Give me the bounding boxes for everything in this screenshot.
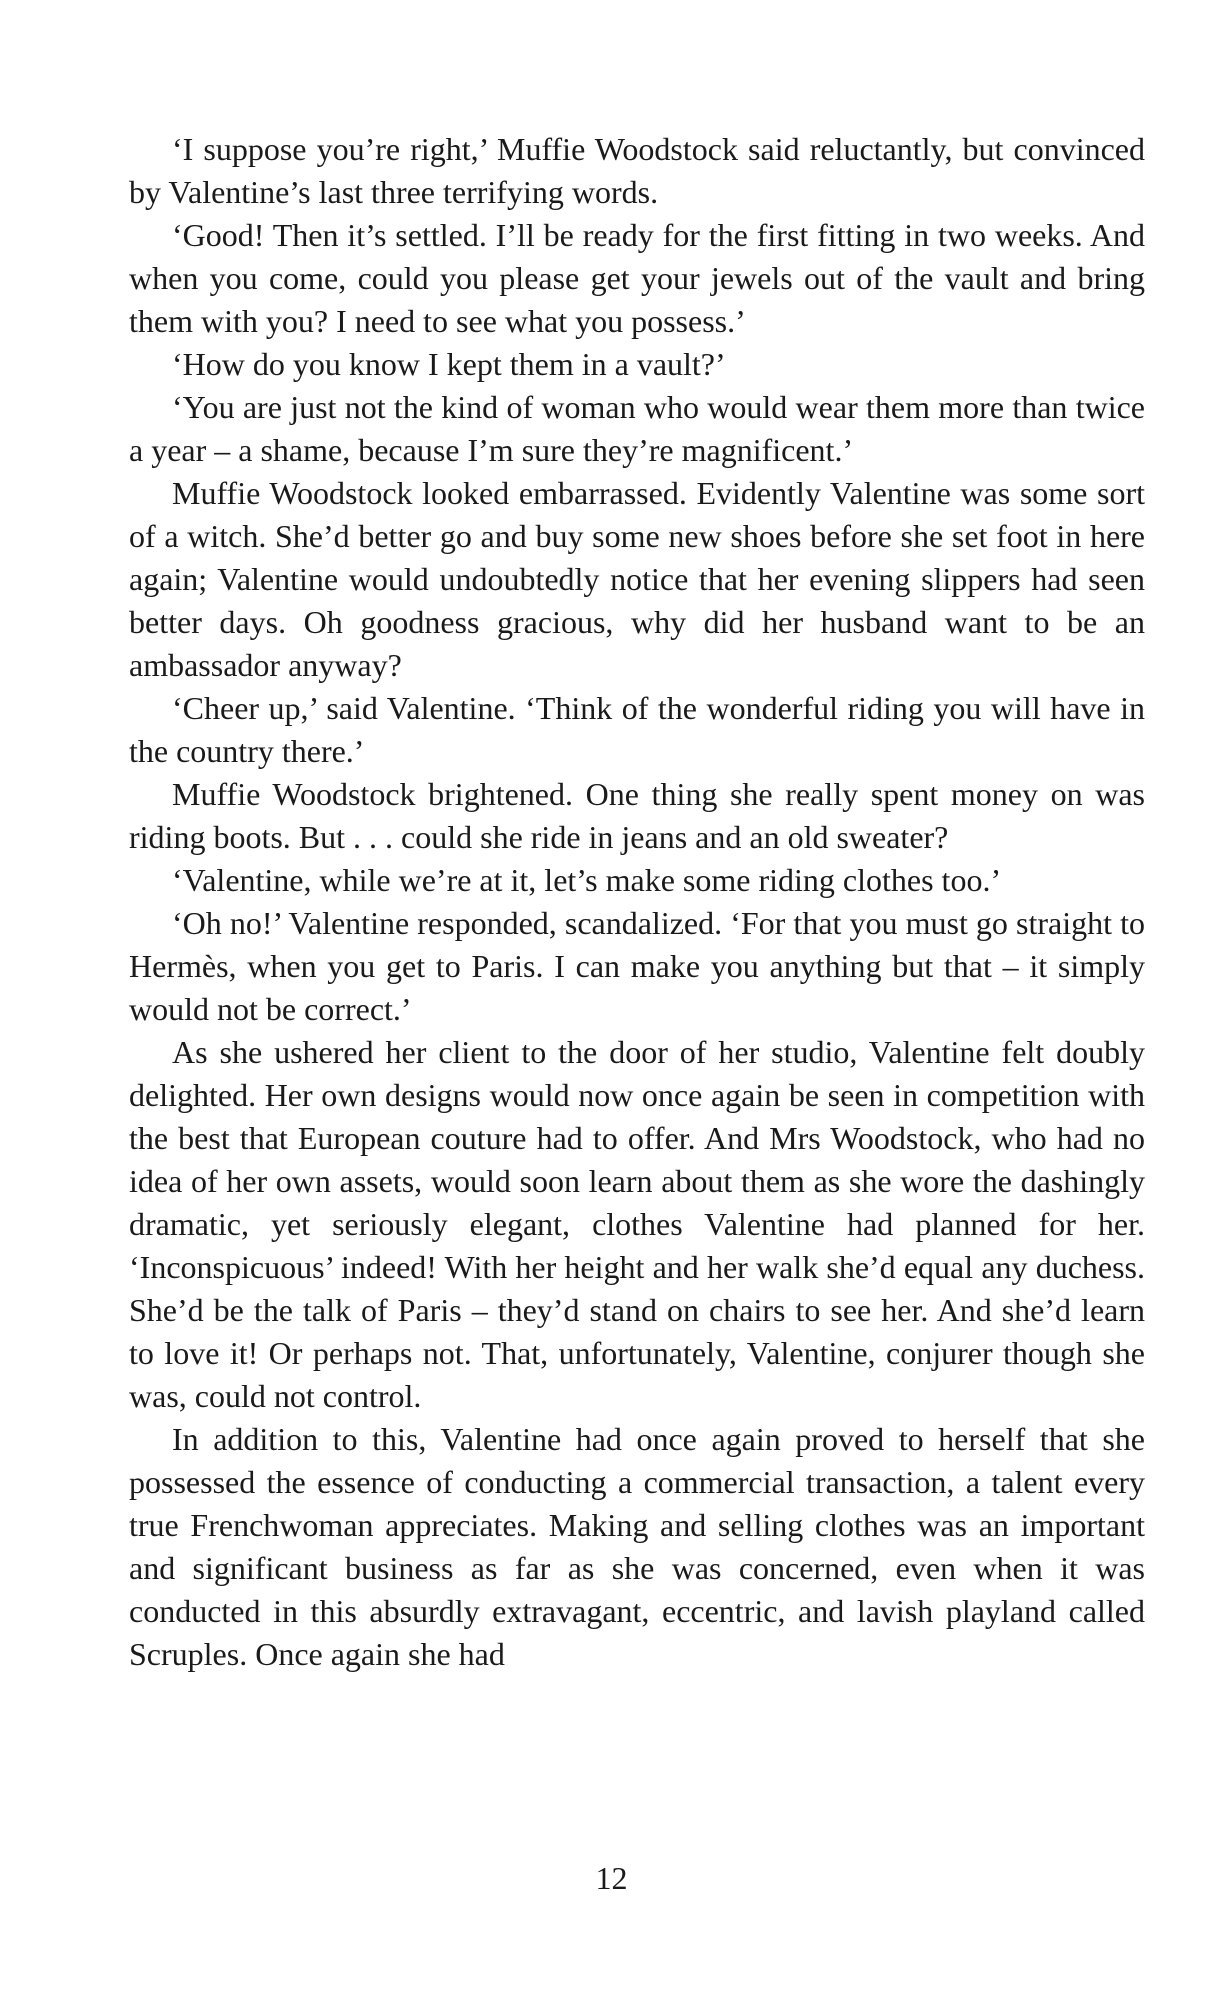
paragraph: ‘Good! Then it’s settled. I’ll be ready for the first fitting in two weeks. And when you come, could you please get your jewels out of the vault and bring them with you? I need to see what you possess.’ [129,217,1145,339]
paragraph: ‘You are just not the kind of woman who would wear them more than twice a year – a shame, because I’m sure they’re magnificent.’ [129,389,1145,468]
paragraph: Muffie Woodstock brightened. One thing she really spent money on was riding boots. But . . . could she ride in jeans and an old sweater? [129,776,1145,855]
paragraph: ‘Cheer up,’ said Valentine. ‘Think of the wonderful riding you will have in the country there.’ [129,690,1145,769]
paragraph: ‘Oh no!’ Valentine responded, scandalized. ‘For that you must go straight to Hermès, when you get to Paris. I can make you anything but that – it simply would not be correct.’ [129,905,1145,1027]
paragraph: ‘Valentine, while we’re at it, let’s make some riding clothes too.’ [172,862,1002,898]
paragraph: ‘How do you know I kept them in a vault?’ [172,346,726,382]
paragraph: In addition to this, Valentine had once again proved to herself that she possessed the essence of conducting a commercial transaction, a talent every true Frenchwoman appreciates. Making and selling clothes was an important and significant business as far as she was concerned, even when it was conducted in this absurdly extravagant, eccentric, and lavish playland called Scruples. Once again she had [129,1421,1145,1672]
paragraph: As she ushered her client to the door of her studio, Valentine felt doubly delighted. Her own designs would now once again be seen in competition with the best that European couture had to offer. And Mrs Woodstock, who had no idea of her own assets, would soon learn about them as she wore the dashingly dramatic, yet seriously elegant, clothes Valentine had planned for her. ‘Inconspicuous’ indeed! With her height and her walk she’d equal any duchess. She’d be the talk of Paris – they’d stand on chairs to see her. And she’d learn to love it! Or perhaps not. That, unfortunately, Valentine, conjurer though she was, could not control. [129,1034,1145,1414]
paragraph: ‘I suppose you’re right,’ Muffie Woodstock said reluctantly, but convinced by Valentine’s last three terrifying words. [129,131,1145,210]
page-number: 12 [595,1860,628,1896]
body-text [129,128,1145,1676]
paragraph: Muffie Woodstock looked embarrassed. Evidently Valentine was some sort of a witch. She’d better go and buy some new shoes before she set foot in here again; Valentine would undoubtedly notice that her evening slippers had seen better days. Oh goodness gracious, why did her husband want to be an ambassador anyway? [129,475,1145,683]
